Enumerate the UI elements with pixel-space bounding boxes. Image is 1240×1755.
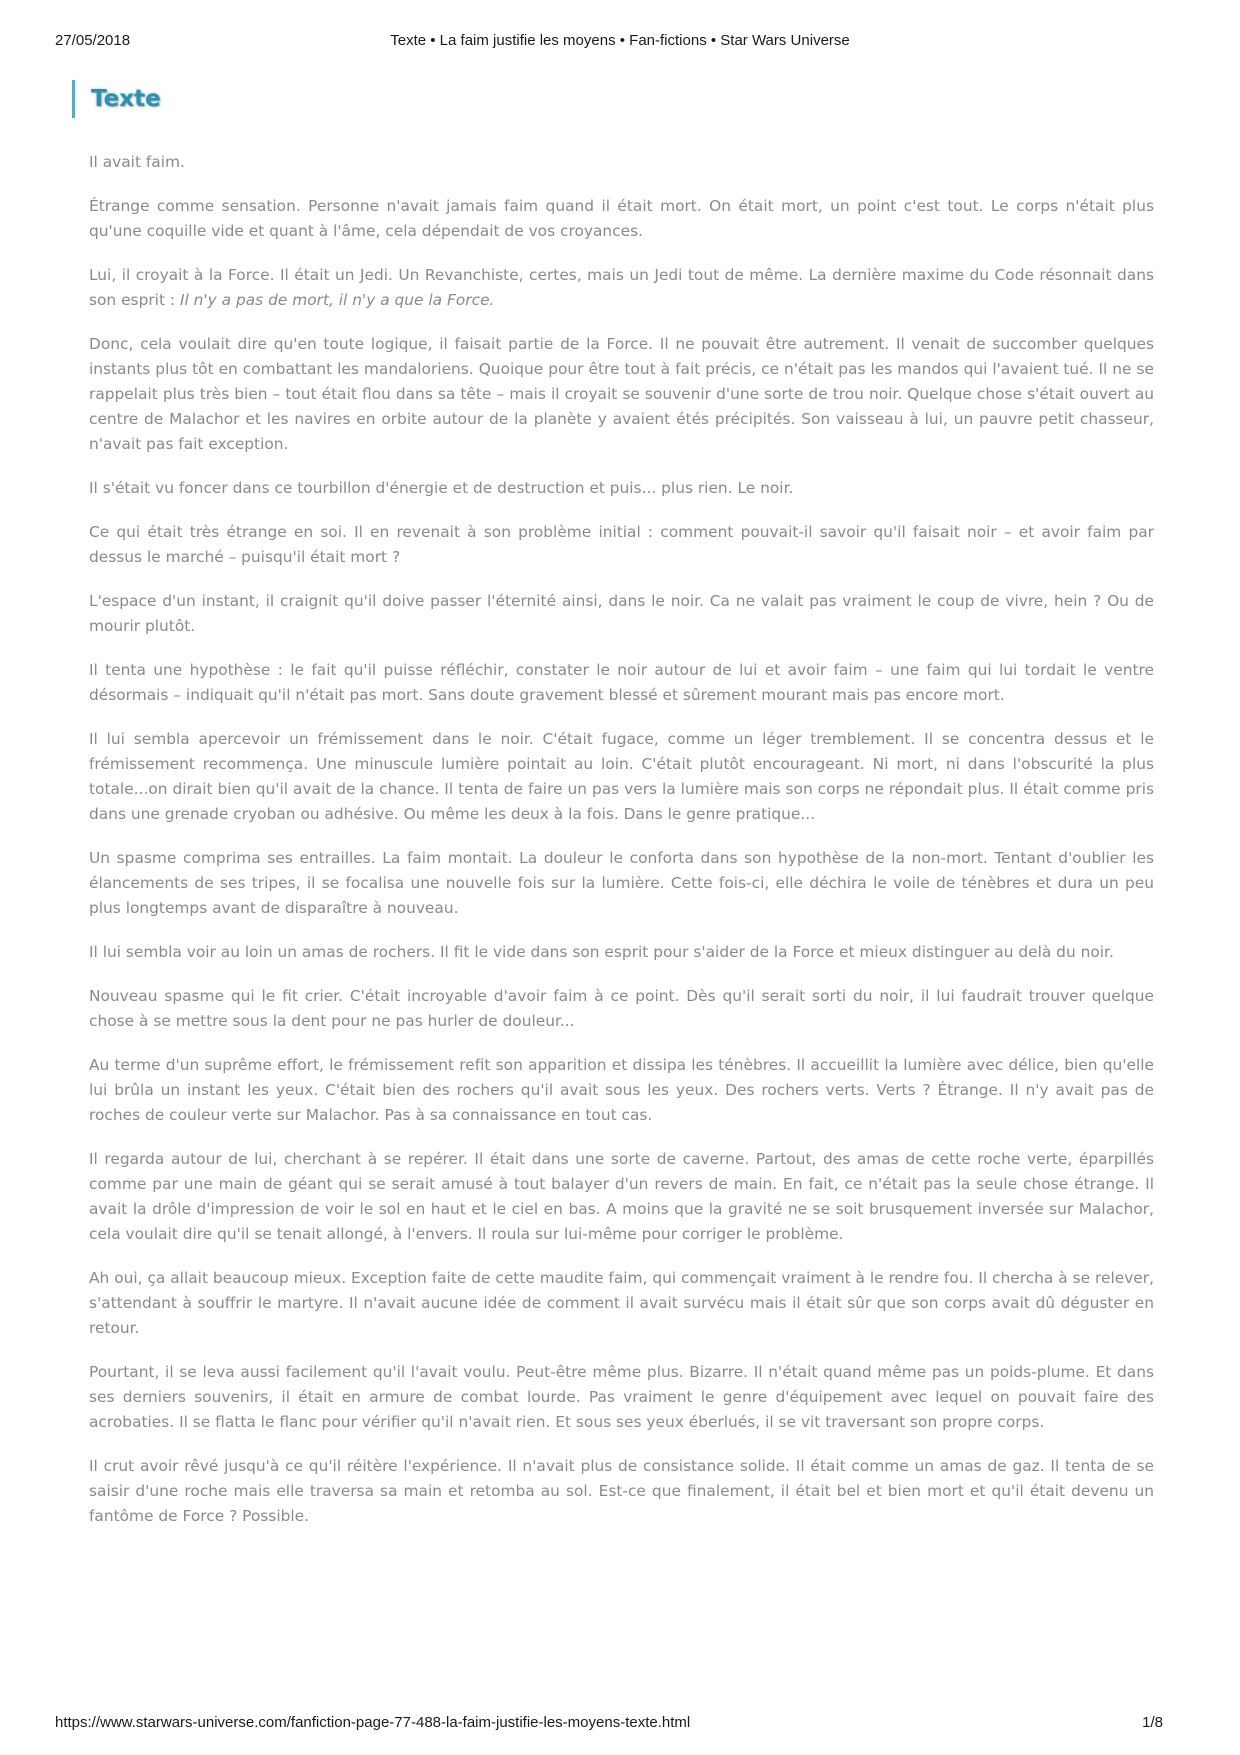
paragraph: Il crut avoir rêvé jusqu'à ce qu'il réitère l'expérience. Il n'avait plus de consistance solide. Il était comme un amas de gaz. Il tenta de se saisir d'une roche mais elle traversa sa main et retomba au sol. Est-ce que finalement, il était bel et bien mort et qu'il était devenu un fantôme de Force ? Possible. — [89, 1457, 1154, 1525]
page-number: 1/8 — [1142, 1714, 1163, 1731]
paragraph: Au terme d'un suprême effort, le frémissement refit son apparition et dissipa les ténèbres. Il accueillit la lumière avec délice, bien qu'elle lui brûla un instant les yeux. C'était bien des rochers qu'il avait sous les yeux. Des rochers verts. Verts ? Étrange. Il n'y avait pas de roches de couleur verte sur Malachor. Pas à sa connaissance en tout cas. — [89, 1056, 1154, 1124]
print-header — [55, 32, 1185, 54]
section-heading-text: Texte — [91, 86, 161, 112]
page-url: https://www.starwars-universe.com/fanfiction-page-77-488-la-faim-justifie-les-moyens-texte.html — [55, 1714, 691, 1731]
paragraph: Il tenta une hypothèse : le fait qu'il puisse réfléchir, constater le noir autour de lui et avoir faim – une faim qui lui tordait le ventre désormais – indiquait qu'il n'était pas mort. Sans doute gravement blessé et sûrement mourant mais pas encore mort. — [89, 661, 1154, 704]
paragraph: Il lui sembla voir au loin un amas de rochers. Il fit le vide dans son esprit pour s'aider de la Force et mieux distinguer au delà du noir. — [89, 943, 1114, 961]
paragraph: Ah oui, ça allait beaucoup mieux. Exception faite de cette maudite faim, qui commençait vraiment à le rendre fou. Il chercha à se relever, s'attendant à souffrir le martyre. Il n'avait aucune idée de comment il avait survécu mais il était sûr que son corps avait dû déguster en retour. — [89, 1269, 1154, 1337]
story-body — [89, 150, 1154, 1548]
paragraph: Il s'était vu foncer dans ce tourbillon d'énergie et de destruction et puis... plus rien. Le noir. — [89, 479, 794, 497]
paragraph: Pourtant, il se leva aussi facilement qu'il l'avait voulu. Peut-être même plus. Bizarre. Il n'était quand même pas un poids-plume. Et dans ses derniers souvenirs, il était en armure de combat lourde. Pas vraiment le genre d'équipement avec lequel on pouvait faire des acrobaties. Il se flatta le flanc pour vérifier qu'il n'avait rien. Et sous ses yeux éberlués, il se vit traversant son propre corps. — [89, 1363, 1154, 1431]
paragraph: Étrange comme sensation. Personne n'avait jamais faim quand il était mort. On était mort, un point c'est tout. Le corps n'était plus qu'une coquille vide et quant à l'âme, cela dépendait de vos croyances. — [89, 197, 1154, 240]
print-date: 27/05/2018 — [55, 32, 131, 49]
print-footer — [55, 1714, 1185, 1736]
paragraph: Il regarda autour de lui, cherchant à se repérer. Il était dans une sorte de caverne. Partout, des amas de cette roche verte, éparpillés comme par une main de géant qui se serait amusé à tout balayer d'un revers de main. En fait, ce n'était pas la seule chose étrange. Il avait la drôle d'impression de voir le sol en haut et le ciel en bas. A moins que la gravité ne se soit brusquement inversée sur Malachor, cela voulait dire qu'il se tenait allongé, à l'envers. Il roula sur lui-même pour corriger le problème. — [89, 1150, 1154, 1243]
paragraph: Il avait faim. — [89, 153, 185, 171]
section-heading — [72, 80, 161, 118]
paragraph — [89, 263, 1154, 313]
paragraph-text: Lui, il croyait à la Force. Il était un Jedi. Un Revanchiste, certes, mais un Jedi tout de même. La dernière maxime du Code résonnait dans son esprit : — [89, 266, 1154, 309]
paragraph: Un spasme comprima ses entrailles. La faim montait. La douleur le conforta dans son hypothèse de la non-mort. Tentant d'oublier les élancements de ses tripes, il se focalisa une nouvelle fois sur la lumière. Cette fois-ci, elle déchira le voile de ténèbres et dura un peu plus longtemps avant de disparaître à nouveau. — [89, 849, 1154, 917]
document-title: Texte • La faim justifie les moyens • Fan-fictions • Star Wars Universe — [390, 32, 850, 49]
code-quote: Il n'y a pas de mort, il n'y a que la Force. — [179, 291, 495, 309]
paragraph: Ce qui était très étrange en soi. Il en revenait à son problème initial : comment pouvait-il savoir qu'il faisait noir – et avoir faim par dessus le marché – puisqu'il était mort ? — [89, 523, 1154, 566]
paragraph: Donc, cela voulait dire qu'en toute logique, il faisait partie de la Force. Il ne pouvait être autrement. Il venait de succomber quelques instants plus tôt en combattant les mandaloriens. Quoique pour être tout à fait précis, ce n'était pas les mandos qui l'avaient tué. Il ne se rappelait plus très bien – tout était flou dans sa tête – mais il croyait se souvenir d'une sorte de trou noir. Quelque chose s'était ouvert au centre de Malachor et les navires en orbite autour de la planète y avaient étés précipités. Son vaisseau à lui, un pauvre petit chasseur, n'avait pas fait exception. — [89, 335, 1154, 453]
paragraph: L'espace d'un instant, il craignit qu'il doive passer l'éternité ainsi, dans le noir. Ca ne valait pas vraiment le coup de vivre, hein ? Ou de mourir plutôt. — [89, 592, 1154, 635]
paragraph: Il lui sembla apercevoir un frémissement dans le noir. C'était fugace, comme un léger tremblement. Il se concentra dessus et le frémissement recommença. Une minuscule lumière pointait au loin. C'était plutôt encourageant. Ni mort, ni dans l'obscurité la plus totale...on dirait bien qu'il avait de la chance. Il tenta de faire un pas vers la lumière mais son corps ne répondait plus. Il était comme pris dans une grenade cryoban ou adhésive. Ou même les deux à la fois. Dans le genre pratique... — [89, 730, 1154, 823]
paragraph: Nouveau spasme qui le fit crier. C'était incroyable d'avoir faim à ce point. Dès qu'il serait sorti du noir, il lui faudrait trouver quelque chose à se mettre sous la dent pour ne pas hurler de douleur... — [89, 987, 1154, 1030]
